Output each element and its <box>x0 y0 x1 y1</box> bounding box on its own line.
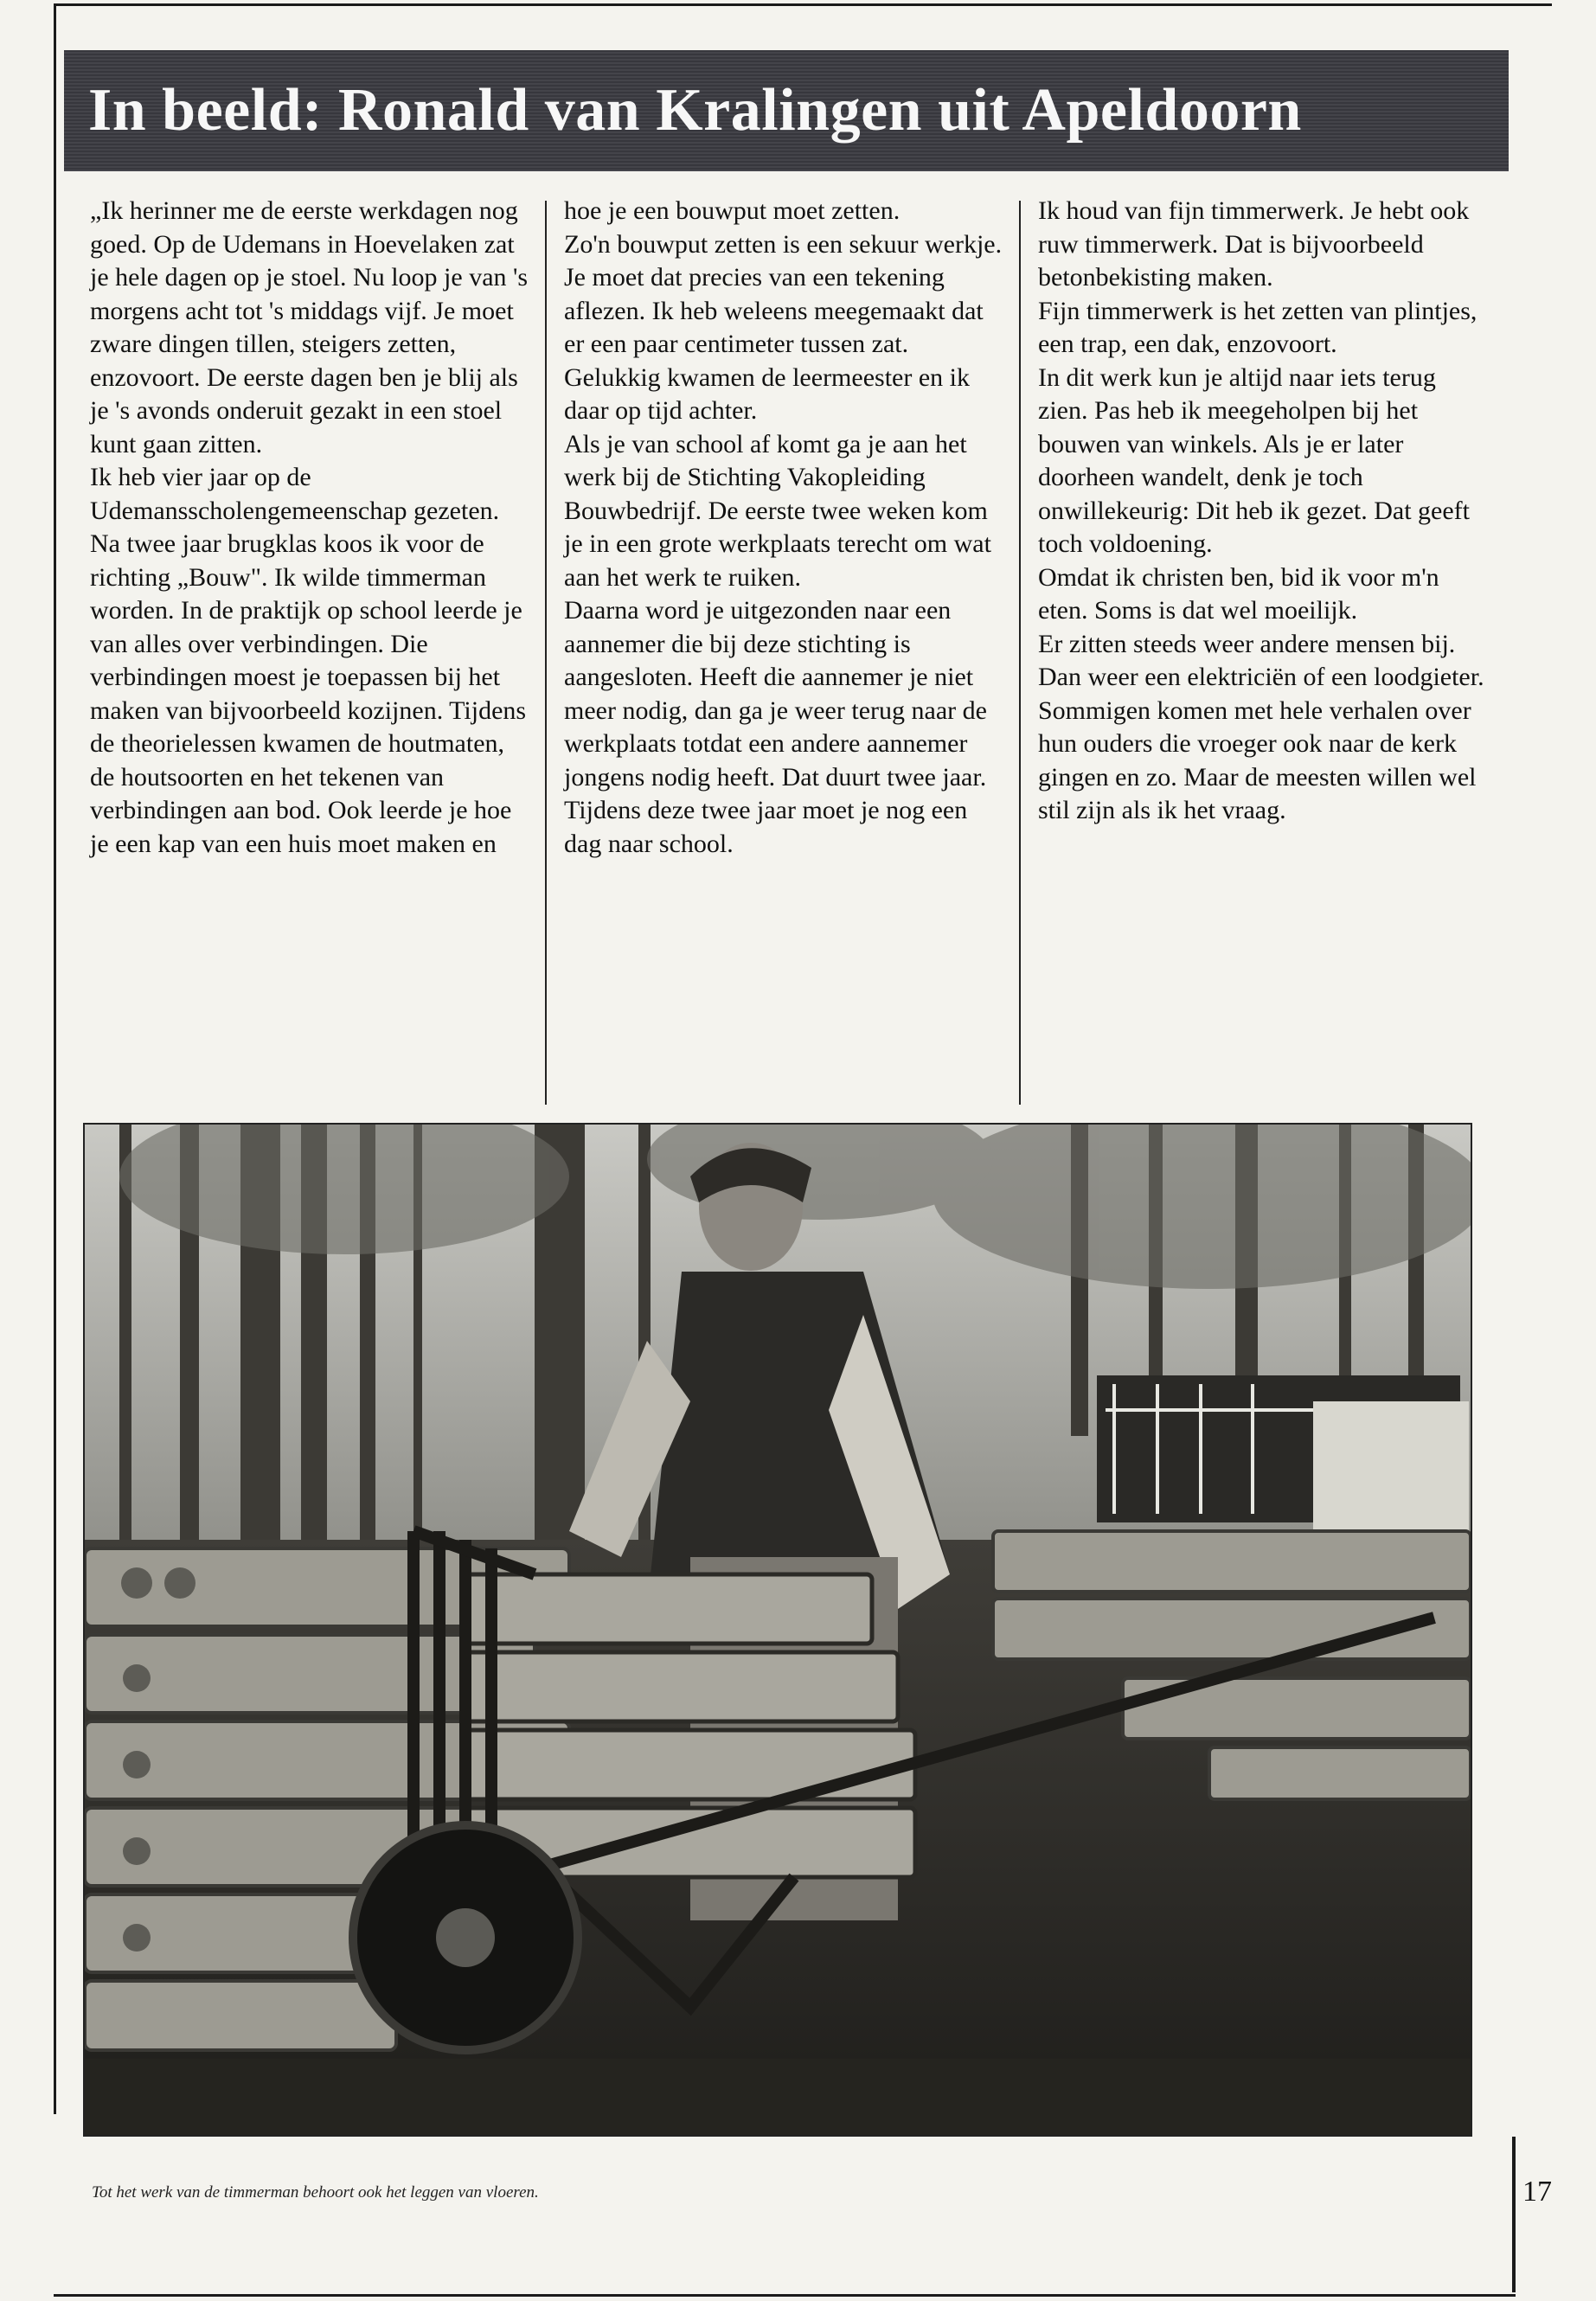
page-number: 17 <box>1522 2176 1552 2208</box>
photo-caption: Tot het werk van de timmerman behoort ook het leggen van vloeren. <box>92 2183 539 2202</box>
paragraph: Omdat ik christen ben, bid ik voor m'n eten. Soms is dat wel moeilijk. <box>1038 562 1439 625</box>
paragraph: hoe je een bouwput moet zetten. <box>564 196 901 225</box>
page-border-right <box>1512 2137 1516 2292</box>
paragraph: Ik houd van fijn timmerwerk. Je hebt ook ruw timmerwerk. Dat is bijvoorbeeld betonbekisting maken. <box>1038 196 1470 292</box>
paragraph: Fijn timmerwerk is het zetten van plintjes, een trap, een dak, enzovoort. <box>1038 296 1477 358</box>
paragraph: Zo'n bouwput zetten is een sekuur werkje. Je moet dat precies van een tekening aflezen. Ik heb weleens meegemaakt dat er een paar centimeter tussen zat. Gelukkig kwamen de leermeester en ik daar op tijd achter. <box>564 229 1003 425</box>
paragraph: Daarna word je uitgezonden naar een aannemer die bij deze stichting is aangesloten. Heeft die aannemer je niet meer nodig, dan ga je weer terug naar de werkplaats totdat een andere aannemer jongens nodig heeft. Dat duurt twee jaar. Tijdens deze twee jaar moet je nog een dag naar school. <box>564 596 987 858</box>
paragraph: „Ik herinner me de eerste werkdagen nog goed. Op de Udemans in Hoevelaken zat je hele dagen op je stoel. Nu loop je van 's morgens acht tot 's middags vijf. Je moet zware dingen tillen, steigers zetten, enzovoort. De eerste dagen ben je blij als je 's avonds onderuit gezakt in een stoel kunt gaan zitten. <box>90 196 529 458</box>
paragraph: Er zitten steeds weer andere mensen bij. Dan weer een elektriciën of een loodgieter. Sommigen komen met hele verhalen over hun ouders die vroeger ook naar de kerk gingen en zo. Maar de meesten willen wel stil zijn als ik het vraag. <box>1038 629 1484 824</box>
text-column-2 <box>564 195 1005 1103</box>
title-banner <box>64 50 1509 171</box>
column-divider <box>1019 201 1021 1105</box>
page-border-left <box>54 3 56 2114</box>
page-border-top <box>55 3 1552 6</box>
article-title: In beeld: Ronald van Kralingen uit Apeldoorn <box>88 77 1302 144</box>
text-column-1 <box>90 195 531 1103</box>
page-border-bottom <box>54 2294 1516 2297</box>
photo-carpenter-with-wheelbarrow <box>83 1123 1472 2137</box>
paragraph: In dit werk kun je altijd naar iets terug zien. Pas heb ik meegeholpen bij het bouwen van winkels. Als je er later doorheen wandelt, denk je toch onwillekeurig: Dit heb ik gezet. Dat geeft toch voldoening. <box>1038 362 1470 558</box>
text-column-3 <box>1038 195 1488 1103</box>
paragraph: Ik heb vier jaar op de Udemansscholengemeenschap gezeten. Na twee jaar brugklas koos ik voor de richting „Bouw". Ik wilde timmerman worden. In de praktijk op school leerde je van alles over verbindingen. Die verbindingen moest je toepassen bij het maken van bijvoorbeeld kozijnen. Tijdens de theorielessen kwamen de houtmaten, de houtsoorten en het tekenen van verbindingen aan bod. Ook leerde je hoe je een kap van een huis moet maken en <box>90 463 527 858</box>
paragraph: Als je van school af komt ga je aan het werk bij de Stichting Vakopleiding Bouwbedrijf. De eerste twee weken kom je in een grote werkplaats terecht om wat aan het werk te ruiken. <box>564 429 991 592</box>
column-divider <box>545 201 547 1105</box>
